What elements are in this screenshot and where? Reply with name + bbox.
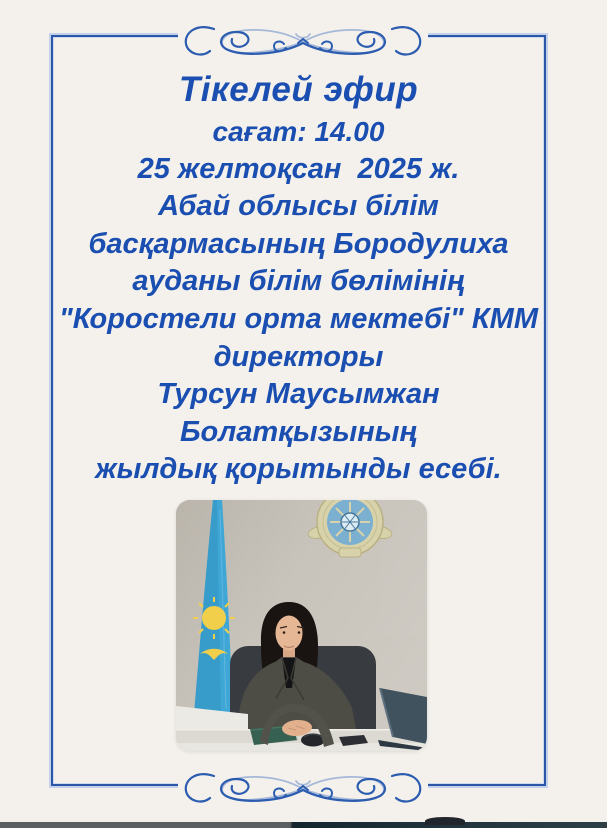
org-line-3: ауданы білім бөлімінің xyxy=(132,265,465,298)
poster-title: Тікелей эфир xyxy=(178,70,419,109)
school-line: "Коростели орта мектебі" КММ xyxy=(59,302,538,335)
report-line: жылдық қорытынды есебі. xyxy=(95,453,502,486)
org-line-1: Абай облысы білім xyxy=(158,190,439,223)
position-line: директоры xyxy=(213,340,384,373)
date-line: 25 желтоқсан 2025 ж. xyxy=(137,152,460,185)
name-line-1: Турсун Маусымжан xyxy=(157,378,440,411)
bottom-flourish-icon xyxy=(178,769,428,805)
strip-bump xyxy=(425,817,465,825)
time-line: сағат: 14.00 xyxy=(212,116,385,147)
org-line-2: басқармасының Бородулиха xyxy=(88,227,509,260)
bottom-dark-strip xyxy=(0,822,607,828)
announcement-text xyxy=(51,35,546,489)
name-line-2: Болатқызының xyxy=(179,415,418,448)
director-photo xyxy=(176,500,427,751)
